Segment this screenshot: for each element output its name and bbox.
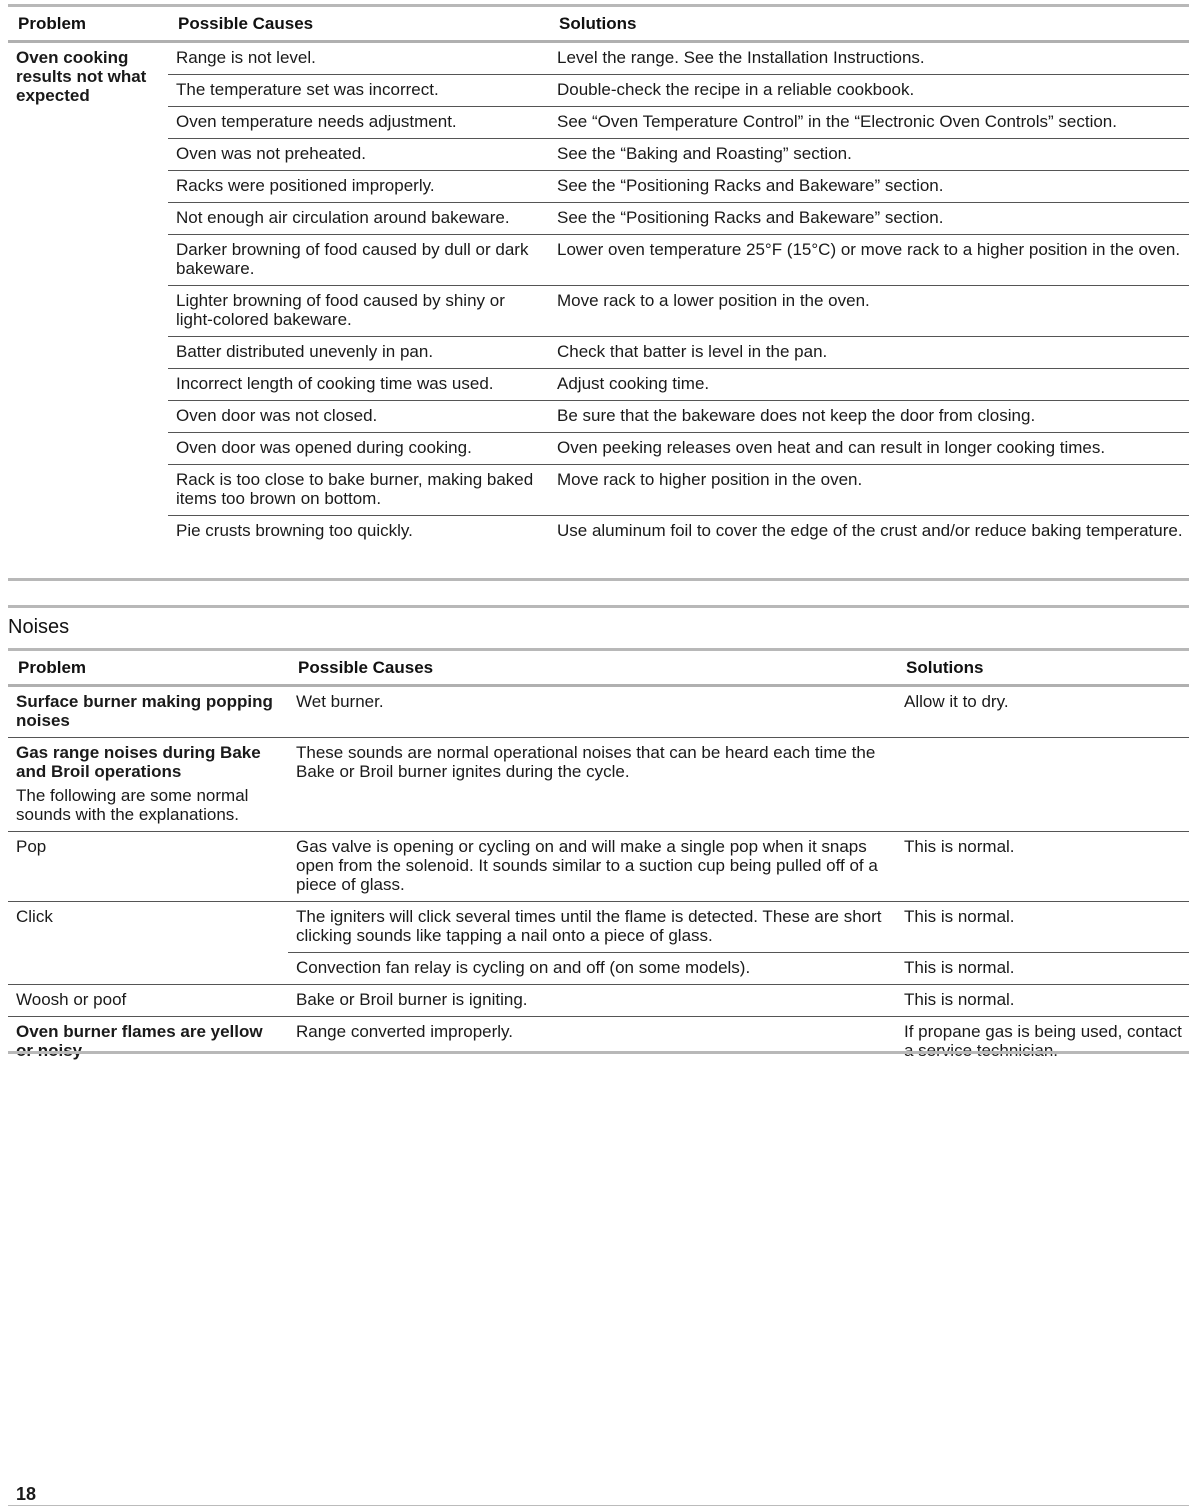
cause-cell: Lighter browning of food caused by shiny or light-colored bakeware. <box>168 286 549 337</box>
cause-cell: Gas valve is opening or cycling on and will make a single pop when it snaps open from the solenoid. It sounds similar to a suction cup being pulled off of a piece of glass. <box>288 832 896 902</box>
top-rule <box>8 4 1189 7</box>
cause-cell: Bake or Broil burner is igniting. <box>288 985 896 1017</box>
table-row <box>8 465 1189 516</box>
table-row <box>8 203 1189 235</box>
solution-cell: This is normal. <box>896 985 1189 1017</box>
header-solutions: Solutions <box>549 8 1189 42</box>
table-row <box>8 985 1189 1017</box>
cause-cell: Range converted improperly. <box>288 1017 896 1068</box>
header-problem: Problem <box>8 652 288 686</box>
table-row <box>8 171 1189 203</box>
table-row <box>8 369 1189 401</box>
cause-cell: Convection fan relay is cycling on and off (on some models). <box>288 953 896 985</box>
solution-cell: See the “Positioning Racks and Bakeware” section. <box>549 171 1189 203</box>
noises-table <box>8 652 1189 1067</box>
solution-cell: Allow it to dry. <box>904 692 1009 711</box>
problem-cell: Surface burner making popping noises <box>16 692 273 730</box>
header-problem: Problem <box>8 8 168 42</box>
table-bottom-rule <box>8 578 1189 581</box>
cause-cell: Oven temperature needs adjustment. <box>168 107 549 139</box>
table-row <box>8 738 1189 832</box>
table-row <box>8 235 1189 286</box>
table-row <box>8 686 1189 738</box>
header-causes: Possible Causes <box>168 8 549 42</box>
table-row <box>8 286 1189 337</box>
solution-cell: This is normal. <box>896 832 1189 902</box>
cause-cell: Darker browning of food caused by dull or dark bakeware. <box>168 235 549 286</box>
solution-cell: Double-check the recipe in a reliable cookbook. <box>549 75 1189 107</box>
table-row <box>8 832 1189 902</box>
solution-cell: Move rack to higher position in the oven. <box>549 465 1189 516</box>
cause-cell: Oven door was not closed. <box>168 401 549 433</box>
table-header-row <box>8 8 1189 42</box>
noises-bottom-rule <box>8 1051 1189 1054</box>
problem-note: The following are some normal sounds with the explanations. <box>16 786 249 824</box>
table-row <box>8 337 1189 369</box>
table-row <box>8 401 1189 433</box>
solution-cell: Be sure that the bakeware does not keep the door from closing. <box>549 401 1189 433</box>
problem-title: Gas range noises during Bake and Broil operations <box>16 743 261 781</box>
table-row <box>8 516 1189 548</box>
cause-cell: The igniters will click several times until the flame is detected. These are short clicking sounds like tapping a nail onto a piece of glass. <box>288 902 896 953</box>
header-causes: Possible Causes <box>288 652 896 686</box>
solution-cell: See “Oven Temperature Control” in the “Electronic Oven Controls” section. <box>549 107 1189 139</box>
solution-cell: Oven peeking releases oven heat and can result in longer cooking times. <box>549 433 1189 465</box>
table-header-row <box>8 652 1189 686</box>
problem-cell: Oven burner flames are yellow <box>8 1017 288 1068</box>
solution-cell: This is normal. <box>896 902 1189 953</box>
solution-cell <box>896 738 1189 832</box>
solution-cell: Use aluminum foil to cover the edge of the crust and/or reduce baking temperature. <box>549 516 1189 548</box>
table-row <box>8 107 1189 139</box>
problem-cell: Oven cooking results not what expected <box>16 48 147 105</box>
cause-cell: Oven was not preheated. <box>168 139 549 171</box>
cause-cell: Pie crusts browning too quickly. <box>168 516 549 548</box>
noises-top-rule <box>8 648 1189 651</box>
cause-cell: Wet burner. <box>296 692 384 711</box>
solution-cell: Lower oven temperature 25°F (15°C) or move rack to a higher position in the oven. <box>549 235 1189 286</box>
page-bottom-rule <box>8 1505 1189 1506</box>
cause-cell: Rack is too close to bake burner, making baked items too brown on bottom. <box>168 465 549 516</box>
section-rule <box>8 605 1189 608</box>
oven-troubleshooting-table <box>8 8 1189 547</box>
table-row <box>8 1017 1189 1068</box>
problem-cell: Click <box>8 902 288 985</box>
solution-cell: If propane gas is being used, contact <box>896 1017 1189 1068</box>
cause-cell: Batter distributed unevenly in pan. <box>168 337 549 369</box>
header-solutions: Solutions <box>896 652 1189 686</box>
cause-cell: Racks were positioned improperly. <box>168 171 549 203</box>
problem-cell: Pop <box>8 832 288 902</box>
section-heading-noises: Noises <box>8 616 70 638</box>
problem-cell: Woosh or poof <box>8 985 288 1017</box>
table-row <box>8 42 1189 75</box>
problem-cell <box>8 738 288 832</box>
solution-cell: See the “Baking and Roasting” section. <box>549 139 1189 171</box>
cause-cell: Range is not level. <box>176 48 316 67</box>
solution-cell: This is normal. <box>896 953 1189 985</box>
page-number: 18 <box>16 1484 37 1504</box>
solution-cell: Level the range. See the Installation Instructions. <box>557 48 925 67</box>
solution-cell: Adjust cooking time. <box>549 369 1189 401</box>
solution-cell: See the “Positioning Racks and Bakeware” section. <box>549 203 1189 235</box>
table-row <box>8 75 1189 107</box>
cause-cell: Oven door was opened during cooking. <box>168 433 549 465</box>
solution-cell: Move rack to a lower position in the oven. <box>549 286 1189 337</box>
cause-cell: Not enough air circulation around bakeware. <box>168 203 549 235</box>
table-row <box>8 902 1189 953</box>
table-row <box>8 139 1189 171</box>
cause-cell: The temperature set was incorrect. <box>168 75 549 107</box>
table-row <box>8 433 1189 465</box>
cause-cell: These sounds are normal operational noises that can be heard each time the Bake or Broil burner ignites during the cycle. <box>288 738 896 832</box>
cause-cell: Incorrect length of cooking time was used. <box>168 369 549 401</box>
solution-cell: Check that batter is level in the pan. <box>549 337 1189 369</box>
